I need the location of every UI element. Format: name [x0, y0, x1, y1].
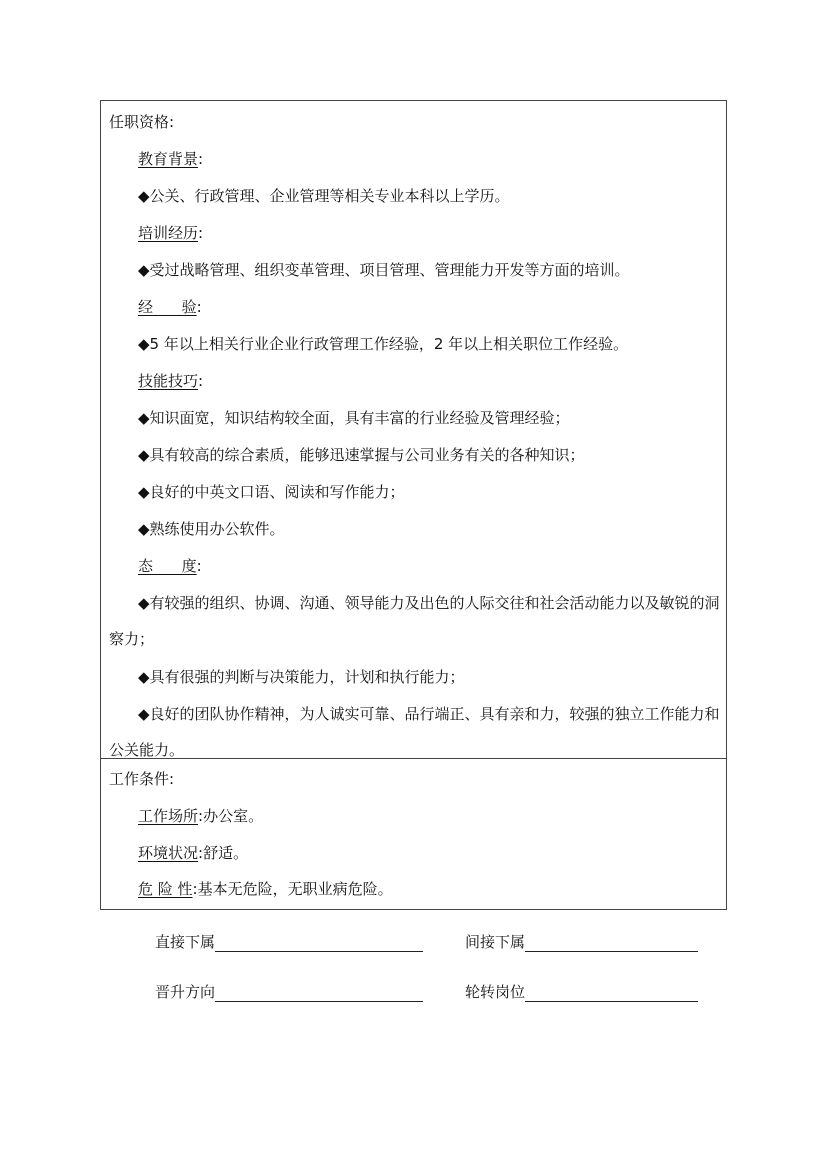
indirect-subordinate-blank[interactable] — [525, 935, 698, 952]
risk-line: 危 险 性:基本无危险，无职业病危险。 — [138, 880, 393, 898]
skills-item: ◆知识面宽，知识结构较全面，具有丰富的行业经验及管理经验； — [138, 409, 570, 427]
conditions-header: 工作条件: — [109, 770, 175, 788]
conditions-section — [100, 758, 727, 910]
attitude-item: ◆良好的团队协作精神，为人诚实可靠、品行端正、具有亲和力，较强的独立工作能力和公关能力。 — [109, 705, 720, 759]
rotation-position-label: 轮转岗位 — [465, 983, 526, 1001]
direct-subordinate-label: 直接下属 — [155, 933, 216, 951]
qualifications-section — [100, 100, 727, 759]
attitude-item: ◆具有很强的判断与决策能力，计划和执行能力； — [138, 668, 465, 686]
environment-line: 环境状况:舒适。 — [138, 844, 249, 862]
training-item: ◆受过战略管理、组织变革管理、项目管理、管理能力开发等方面的培训。 — [138, 261, 630, 279]
place-line: 工作场所:办公室。 — [138, 807, 264, 825]
training-label: 培训经历 — [138, 224, 199, 242]
place-value: 办公室。 — [203, 807, 264, 825]
skills-item: ◆熟练使用办公软件。 — [138, 520, 285, 538]
education-label: 教育背景 — [138, 150, 199, 168]
education-item: ◆公关、行政管理、企业管理等相关专业本科以上学历。 — [138, 187, 510, 205]
risk-value: 基本无危险，无职业病危险。 — [197, 880, 393, 898]
indirect-subordinate-label: 间接下属 — [465, 933, 526, 951]
experience-label-line: 经 验: — [138, 298, 202, 316]
skills-label-line: 技能技巧: — [138, 372, 204, 390]
risk-label: 危 险 性 — [138, 880, 193, 898]
promotion-direction-field — [155, 982, 423, 1002]
qualifications-header: 任职资格: — [109, 113, 175, 131]
experience-item: ◆5 年以上相关行业企业行政管理工作经验，2 年以上相关职位工作经验。 — [138, 335, 629, 353]
attitude-label-line: 态 度: — [138, 557, 202, 575]
environment-label: 环境状况 — [138, 844, 199, 862]
skills-label: 技能技巧 — [138, 372, 199, 390]
skills-item: ◆良好的中英文口语、阅读和写作能力； — [138, 483, 405, 501]
training-label-line: 培训经历: — [138, 224, 204, 242]
education-label-line: 教育背景: — [138, 150, 204, 168]
experience-label: 经 验 — [138, 298, 197, 316]
place-label: 工作场所 — [138, 807, 199, 825]
rotation-position-blank[interactable] — [525, 985, 698, 1002]
attitude-label: 态 度 — [138, 557, 197, 575]
indirect-subordinate-field — [465, 932, 698, 952]
promotion-direction-blank[interactable] — [215, 985, 423, 1002]
direct-subordinate-blank[interactable] — [215, 935, 423, 952]
rotation-position-field — [465, 982, 698, 1002]
environment-value: 舒适。 — [203, 844, 249, 862]
direct-subordinate-field — [155, 932, 423, 952]
promotion-direction-label: 晋升方向 — [155, 983, 216, 1001]
skills-item: ◆具有较高的综合素质，能够迅速掌握与公司业务有关的各种知识； — [138, 446, 585, 464]
attitude-item: ◆有较强的组织、协调、沟通、领导能力及出色的人际交往和社会活动能力以及敏锐的洞察力； — [109, 594, 720, 648]
